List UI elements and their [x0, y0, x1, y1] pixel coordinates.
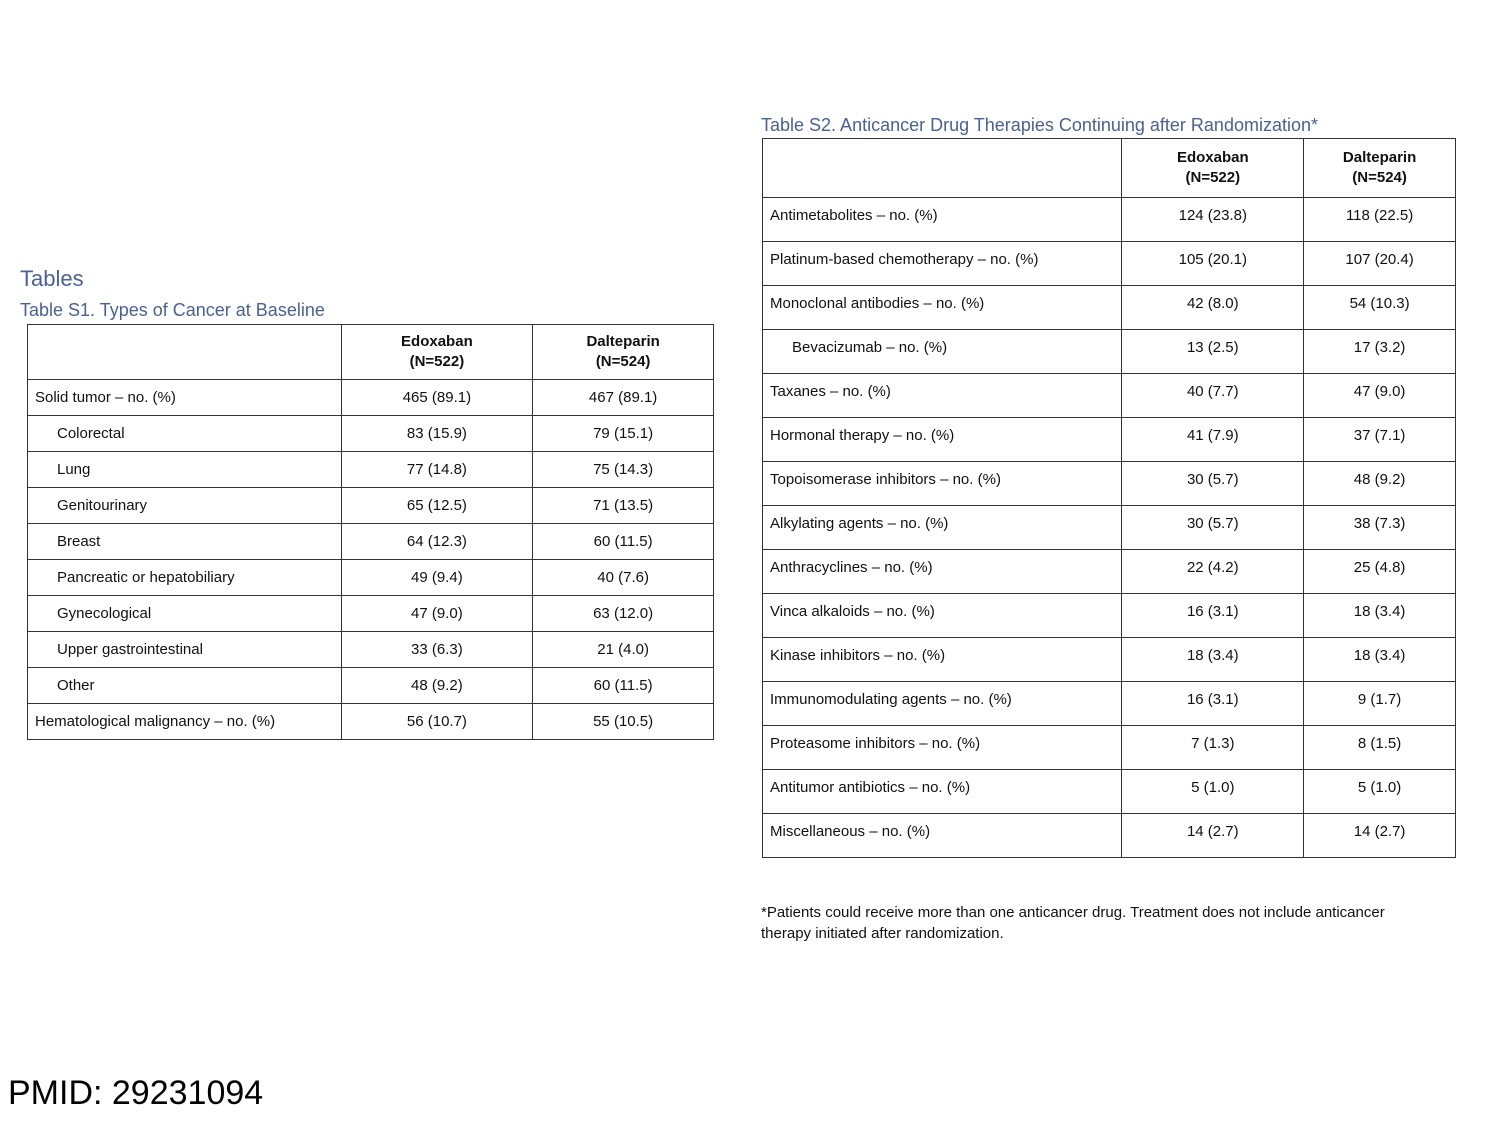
row-label: Colorectal	[28, 416, 342, 452]
row-label: Pancreatic or hepatobiliary	[28, 560, 342, 596]
row-label: Anthracyclines – no. (%)	[763, 550, 1122, 594]
dalteparin-value: 60 (11.5)	[533, 668, 714, 704]
row-label: Hematological malignancy – no. (%)	[28, 704, 342, 740]
dalteparin-value: 18 (3.4)	[1304, 594, 1456, 638]
row-label: Kinase inhibitors – no. (%)	[763, 638, 1122, 682]
edoxaban-value: 64 (12.3)	[341, 524, 533, 560]
header-edoxaban-name: Edoxaban	[401, 333, 473, 350]
edoxaban-value: 56 (10.7)	[341, 704, 533, 740]
section-heading: Tables	[20, 266, 84, 291]
row-label: Breast	[28, 524, 342, 560]
table-row	[763, 330, 1456, 374]
edoxaban-value: 13 (2.5)	[1122, 330, 1304, 374]
header-edoxaban-n: (N=522)	[409, 353, 465, 370]
table-row	[28, 524, 714, 560]
table-row	[763, 418, 1456, 462]
table-row	[28, 560, 714, 596]
dalteparin-value: 37 (7.1)	[1304, 418, 1456, 462]
row-label: Proteasome inhibitors – no. (%)	[763, 726, 1122, 770]
edoxaban-value: 16 (3.1)	[1122, 594, 1304, 638]
edoxaban-value: 49 (9.4)	[341, 560, 533, 596]
header-dalteparin	[533, 325, 714, 380]
header-edoxaban-n: (N=522)	[1185, 169, 1241, 186]
edoxaban-value: 465 (89.1)	[341, 380, 533, 416]
edoxaban-value: 18 (3.4)	[1122, 638, 1304, 682]
header-label-cell	[763, 139, 1122, 198]
row-label: Solid tumor – no. (%)	[28, 380, 342, 416]
row-label: Vinca alkaloids – no. (%)	[763, 594, 1122, 638]
dalteparin-value: 8 (1.5)	[1304, 726, 1456, 770]
dalteparin-value: 25 (4.8)	[1304, 550, 1456, 594]
edoxaban-value: 65 (12.5)	[341, 488, 533, 524]
row-label: Genitourinary	[28, 488, 342, 524]
edoxaban-value: 22 (4.2)	[1122, 550, 1304, 594]
dalteparin-value: 107 (20.4)	[1304, 242, 1456, 286]
row-label: Immunomodulating agents – no. (%)	[763, 682, 1122, 726]
table-row	[28, 416, 714, 452]
row-label: Other	[28, 668, 342, 704]
edoxaban-value: 7 (1.3)	[1122, 726, 1304, 770]
table-row	[763, 726, 1456, 770]
pmid-label: PMID: 29231094	[8, 1074, 264, 1112]
table-header-row	[763, 139, 1456, 198]
table-row	[28, 596, 714, 632]
dalteparin-value: 79 (15.1)	[533, 416, 714, 452]
edoxaban-value: 33 (6.3)	[341, 632, 533, 668]
header-edoxaban	[341, 325, 533, 380]
dalteparin-value: 17 (3.2)	[1304, 330, 1456, 374]
table-row	[763, 242, 1456, 286]
row-label: Lung	[28, 452, 342, 488]
edoxaban-value: 77 (14.8)	[341, 452, 533, 488]
dalteparin-value: 118 (22.5)	[1304, 198, 1456, 242]
dalteparin-value: 55 (10.5)	[533, 704, 714, 740]
table-row	[763, 770, 1456, 814]
row-label: Bevacizumab – no. (%)	[763, 330, 1122, 374]
edoxaban-value: 42 (8.0)	[1122, 286, 1304, 330]
table-header-row	[28, 325, 714, 380]
edoxaban-value: 124 (23.8)	[1122, 198, 1304, 242]
table-row	[28, 668, 714, 704]
row-label: Gynecological	[28, 596, 342, 632]
dalteparin-value: 18 (3.4)	[1304, 638, 1456, 682]
table-row	[28, 452, 714, 488]
edoxaban-value: 83 (15.9)	[341, 416, 533, 452]
row-label: Topoisomerase inhibitors – no. (%)	[763, 462, 1122, 506]
dalteparin-value: 467 (89.1)	[533, 380, 714, 416]
table-row	[763, 198, 1456, 242]
dalteparin-value: 60 (11.5)	[533, 524, 714, 560]
row-label: Platinum-based chemotherapy – no. (%)	[763, 242, 1122, 286]
dalteparin-value: 54 (10.3)	[1304, 286, 1456, 330]
dalteparin-value: 47 (9.0)	[1304, 374, 1456, 418]
edoxaban-value: 47 (9.0)	[341, 596, 533, 632]
dalteparin-value: 9 (1.7)	[1304, 682, 1456, 726]
table-row	[763, 506, 1456, 550]
table-s2-caption: Table S2. Anticancer Drug Therapies Continuing after Randomization*	[761, 115, 1318, 135]
edoxaban-value: 5 (1.0)	[1122, 770, 1304, 814]
table-row	[763, 550, 1456, 594]
row-label: Monoclonal antibodies – no. (%)	[763, 286, 1122, 330]
table-row	[28, 380, 714, 416]
row-label: Alkylating agents – no. (%)	[763, 506, 1122, 550]
header-edoxaban	[1122, 139, 1304, 198]
dalteparin-value: 5 (1.0)	[1304, 770, 1456, 814]
header-dalteparin-name: Dalteparin	[1342, 149, 1417, 166]
header-edoxaban-name: Edoxaban	[1176, 149, 1249, 166]
row-label: Taxanes – no. (%)	[763, 374, 1122, 418]
edoxaban-value: 16 (3.1)	[1122, 682, 1304, 726]
table-row	[28, 704, 714, 740]
row-label: Antitumor antibiotics – no. (%)	[763, 770, 1122, 814]
header-dalteparin-n: (N=524)	[1352, 169, 1407, 186]
edoxaban-value: 48 (9.2)	[341, 668, 533, 704]
dalteparin-value: 14 (2.7)	[1304, 814, 1456, 858]
row-label: Antimetabolites – no. (%)	[763, 198, 1122, 242]
dalteparin-value: 63 (12.0)	[533, 596, 714, 632]
table-row	[763, 594, 1456, 638]
table-row	[28, 632, 714, 668]
edoxaban-value: 41 (7.9)	[1122, 418, 1304, 462]
header-label-cell	[28, 325, 342, 380]
edoxaban-value: 30 (5.7)	[1122, 506, 1304, 550]
header-dalteparin	[1304, 139, 1456, 198]
table-row	[28, 488, 714, 524]
row-label: Miscellaneous – no. (%)	[763, 814, 1122, 858]
row-label: Upper gastrointestinal	[28, 632, 342, 668]
header-dalteparin-name: Dalteparin	[586, 333, 660, 350]
edoxaban-value: 30 (5.7)	[1122, 462, 1304, 506]
dalteparin-value: 40 (7.6)	[533, 560, 714, 596]
edoxaban-value: 40 (7.7)	[1122, 374, 1304, 418]
table-row	[763, 638, 1456, 682]
row-label: Hormonal therapy – no. (%)	[763, 418, 1122, 462]
dalteparin-value: 48 (9.2)	[1304, 462, 1456, 506]
table-row	[763, 682, 1456, 726]
table-row	[763, 286, 1456, 330]
table-row	[763, 374, 1456, 418]
table-row	[763, 814, 1456, 858]
table-s1	[27, 324, 714, 740]
dalteparin-value: 71 (13.5)	[533, 488, 714, 524]
header-dalteparin-n: (N=524)	[595, 353, 651, 370]
dalteparin-value: 38 (7.3)	[1304, 506, 1456, 550]
table-s1-caption: Table S1. Types of Cancer at Baseline	[20, 300, 325, 320]
table-s2-footnote: *Patients could receive more than one anticancer drug. Treatment does not include anticancer therapy initiated after randomization.	[761, 904, 1385, 942]
edoxaban-value: 105 (20.1)	[1122, 242, 1304, 286]
table-row	[763, 462, 1456, 506]
dalteparin-value: 21 (4.0)	[533, 632, 714, 668]
dalteparin-value: 75 (14.3)	[533, 452, 714, 488]
table-s2	[762, 138, 1456, 858]
edoxaban-value: 14 (2.7)	[1122, 814, 1304, 858]
